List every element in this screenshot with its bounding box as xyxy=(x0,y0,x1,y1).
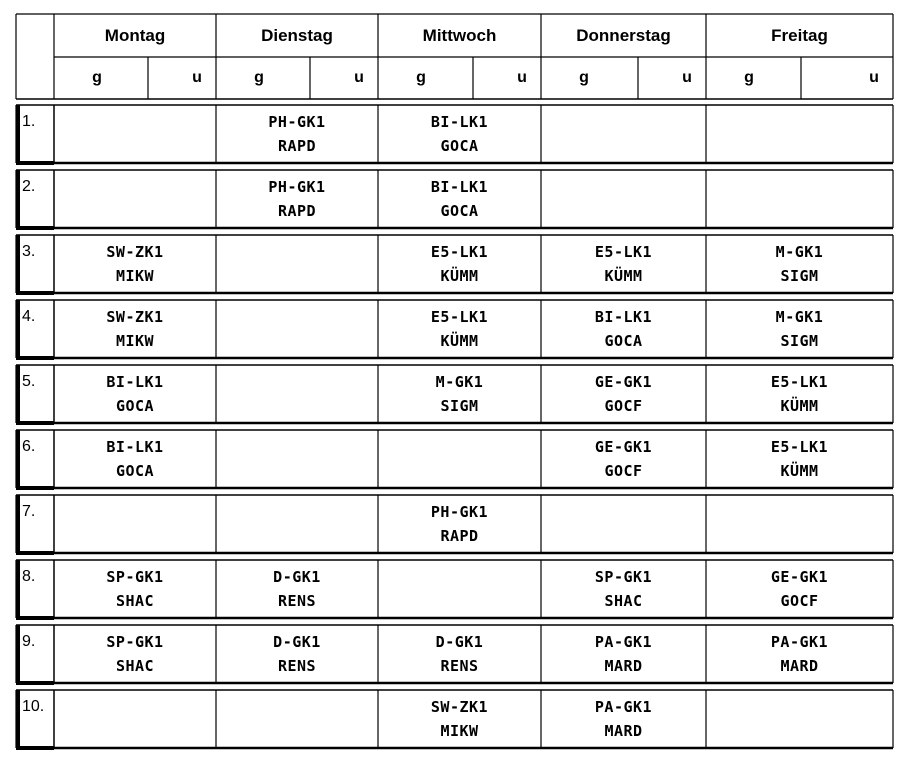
teacher-code: GOCA xyxy=(115,462,155,480)
lesson-entry xyxy=(378,629,541,679)
teacher-code: RAPD xyxy=(277,202,317,220)
teacher-code: RAPD xyxy=(440,527,479,545)
lesson-entry xyxy=(54,369,216,419)
course-code: M-GK1 xyxy=(775,243,824,261)
lesson-entry xyxy=(541,564,706,614)
teacher-code: KÜMM xyxy=(604,267,643,285)
teacher-code: RENS xyxy=(277,592,317,610)
course-code: PA-GK1 xyxy=(594,633,653,651)
teacher-code: SHAC xyxy=(115,592,155,610)
lesson-entry xyxy=(541,629,706,679)
teacher-code: MARD xyxy=(604,657,643,675)
course-code: E5-LK1 xyxy=(770,373,829,391)
period-number: 2. xyxy=(22,178,36,195)
teacher-code: SIGM xyxy=(440,397,479,415)
course-code: GE-GK1 xyxy=(594,373,653,391)
course-code: PH-GK1 xyxy=(430,503,489,521)
lesson-entry xyxy=(378,694,541,744)
sub-header-u: u xyxy=(869,69,879,86)
period-cell-shadow xyxy=(16,365,20,423)
period-number: 4. xyxy=(22,308,36,325)
lesson-entry xyxy=(54,304,216,354)
teacher-code: SIGM xyxy=(780,332,819,350)
sub-header-g: g xyxy=(579,69,589,86)
sub-header-u: u xyxy=(192,69,202,86)
teacher-code: MARD xyxy=(604,722,643,740)
period-cell-shadow xyxy=(16,105,20,163)
course-code: E5-LK1 xyxy=(770,438,829,456)
lesson-entry xyxy=(706,564,893,614)
course-code: BI-LK1 xyxy=(594,308,653,326)
period-number: 10. xyxy=(22,698,45,715)
course-code: BI-LK1 xyxy=(106,373,164,391)
period-cell-shadow xyxy=(16,300,20,358)
lesson-entry xyxy=(378,109,541,159)
period-cell-shadow xyxy=(16,690,20,748)
day-header-donnerstag: Donnerstag xyxy=(576,25,671,45)
period-cell-shadow-bottom xyxy=(16,226,54,230)
teacher-code: KÜMM xyxy=(780,397,819,415)
lesson-entry xyxy=(706,239,893,289)
teacher-code: GOCA xyxy=(440,137,479,155)
course-code: SP-GK1 xyxy=(594,568,653,586)
teacher-code: GOCF xyxy=(780,592,819,610)
course-code: SP-GK1 xyxy=(106,633,164,651)
course-code: BI-LK1 xyxy=(106,438,164,456)
period-number: 7. xyxy=(22,503,36,520)
sub-header-g: g xyxy=(254,69,264,86)
course-code: M-GK1 xyxy=(775,308,824,326)
lesson-entry xyxy=(216,174,378,224)
lesson-entry xyxy=(378,499,541,549)
period-cell-shadow-bottom xyxy=(16,291,54,295)
course-code: PA-GK1 xyxy=(594,698,653,716)
course-code: PH-GK1 xyxy=(268,113,326,131)
teacher-code: GOCA xyxy=(604,332,643,350)
lesson-entry xyxy=(706,434,893,484)
day-header-dienstag: Dienstag xyxy=(261,25,333,45)
lesson-entry xyxy=(541,304,706,354)
course-code: SP-GK1 xyxy=(106,568,164,586)
period-cell-shadow-bottom xyxy=(16,616,54,620)
course-code: BI-LK1 xyxy=(430,178,489,196)
teacher-code: SHAC xyxy=(604,592,643,610)
teacher-code: SIGM xyxy=(780,267,819,285)
course-code: SW-ZK1 xyxy=(430,698,489,716)
day-header-mittwoch: Mittwoch xyxy=(422,25,497,45)
teacher-code: MIKW xyxy=(440,722,479,740)
day-header-montag: Montag xyxy=(104,25,166,45)
lesson-entry xyxy=(378,174,541,224)
period-cell-shadow xyxy=(16,625,20,683)
lesson-entry xyxy=(378,369,541,419)
sub-header-u: u xyxy=(354,69,364,86)
sub-header-u: u xyxy=(517,69,527,86)
course-code: PH-GK1 xyxy=(268,178,326,196)
teacher-code: GOCF xyxy=(604,462,643,480)
period-number: 5. xyxy=(22,373,36,390)
period-cell-shadow xyxy=(16,560,20,618)
course-code: D-GK1 xyxy=(435,633,484,651)
teacher-code: MIKW xyxy=(115,332,155,350)
course-code: PA-GK1 xyxy=(770,633,829,651)
teacher-code: RENS xyxy=(277,657,317,675)
period-cell-shadow-bottom xyxy=(16,681,54,685)
lesson-entry xyxy=(706,369,893,419)
sub-header-u: u xyxy=(682,69,692,86)
period-cell-shadow xyxy=(16,430,20,488)
period-cell-shadow xyxy=(16,495,20,553)
period-cell-shadow xyxy=(16,235,20,293)
day-header-freitag: Freitag xyxy=(771,25,828,45)
lesson-entry xyxy=(541,434,706,484)
teacher-code: GOCA xyxy=(115,397,155,415)
teacher-code: KÜMM xyxy=(780,462,819,480)
course-code: D-GK1 xyxy=(273,633,321,651)
course-code: E5-LK1 xyxy=(430,243,489,261)
teacher-code: RENS xyxy=(440,657,479,675)
teacher-code: GOCF xyxy=(604,397,643,415)
lesson-entry xyxy=(54,629,216,679)
course-code: BI-LK1 xyxy=(430,113,489,131)
period-cell-shadow-bottom xyxy=(16,421,54,425)
lesson-entry xyxy=(706,629,893,679)
lesson-entry xyxy=(378,304,541,354)
teacher-code: KÜMM xyxy=(440,332,479,350)
lesson-entry xyxy=(54,434,216,484)
lesson-entry xyxy=(706,304,893,354)
course-code: E5-LK1 xyxy=(430,308,489,326)
course-code: SW-ZK1 xyxy=(106,308,164,326)
period-cell-shadow-bottom xyxy=(16,486,54,490)
period-cell-shadow-bottom xyxy=(16,356,54,360)
course-code: GE-GK1 xyxy=(770,568,829,586)
course-code: D-GK1 xyxy=(273,568,321,586)
teacher-code: RAPD xyxy=(277,137,317,155)
lesson-entry xyxy=(541,369,706,419)
period-number: 6. xyxy=(22,438,36,455)
lesson-entry xyxy=(216,109,378,159)
period-number: 9. xyxy=(22,633,36,650)
period-number: 1. xyxy=(22,113,36,130)
lesson-entry xyxy=(216,629,378,679)
teacher-code: SHAC xyxy=(115,657,155,675)
lesson-entry xyxy=(54,564,216,614)
period-cell-shadow-bottom xyxy=(16,161,54,165)
course-code: GE-GK1 xyxy=(594,438,653,456)
period-cell-shadow-bottom xyxy=(16,551,54,555)
sub-header-g: g xyxy=(744,69,754,86)
course-code: SW-ZK1 xyxy=(106,243,164,261)
sub-header-g: g xyxy=(416,69,426,86)
lesson-entry xyxy=(378,239,541,289)
course-code: E5-LK1 xyxy=(594,243,653,261)
lesson-entry xyxy=(541,694,706,744)
period-cell-shadow-bottom xyxy=(16,746,54,750)
period-number: 3. xyxy=(22,243,36,260)
sub-header-g: g xyxy=(92,69,102,86)
teacher-code: GOCA xyxy=(440,202,479,220)
period-cell-shadow xyxy=(16,170,20,228)
lesson-entry xyxy=(541,239,706,289)
period-number: 8. xyxy=(22,568,36,585)
teacher-code: MIKW xyxy=(115,267,155,285)
lesson-entry xyxy=(54,239,216,289)
teacher-code: MARD xyxy=(780,657,819,675)
course-code: M-GK1 xyxy=(435,373,484,391)
teacher-code: KÜMM xyxy=(440,267,479,285)
lesson-entry xyxy=(216,564,378,614)
